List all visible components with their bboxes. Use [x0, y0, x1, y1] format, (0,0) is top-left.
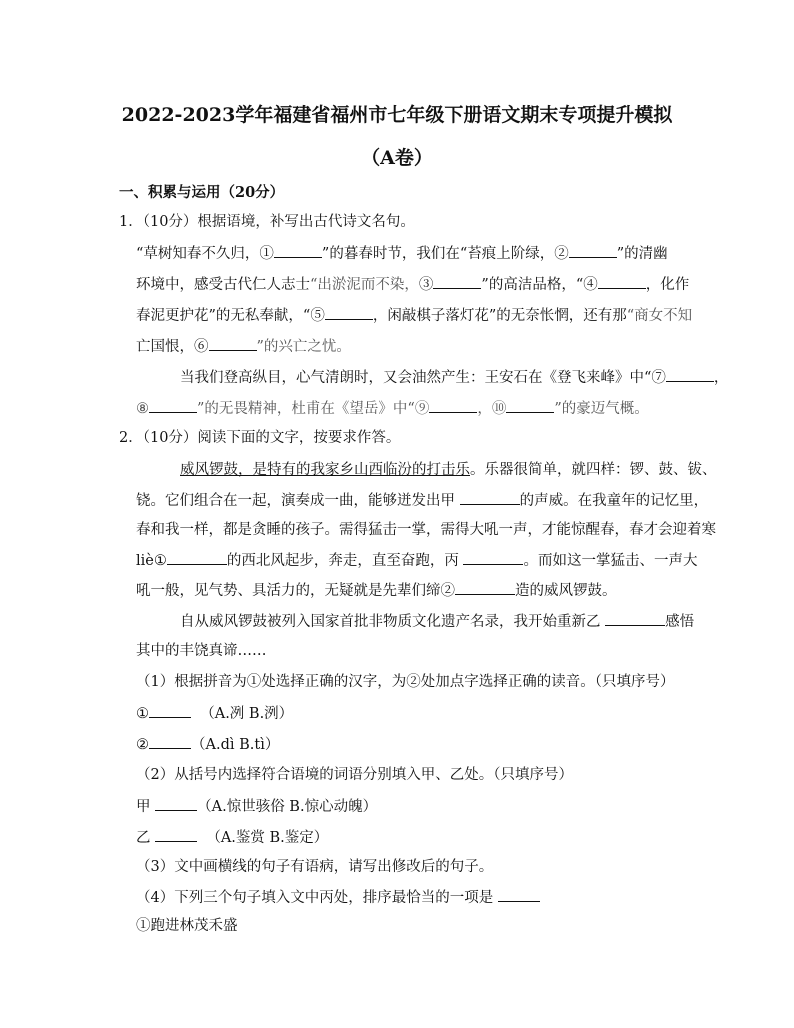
underlined-sentence: 威风锣鼓，是特有的我家乡山西临汾的打击乐 [180, 462, 470, 478]
q1-text: ”的暮春时节，我们在“苔痕上阶绿，② [321, 246, 569, 262]
answer-blank-s2b[interactable] [155, 827, 197, 842]
q2-sub-2-a [136, 796, 377, 817]
q1-text: ”的清幽 [616, 246, 668, 262]
q2-para-line-2 [136, 490, 708, 511]
q2-text: 吼一般，见气势、具活力的，无疑就是先辈们缔② [136, 583, 455, 599]
answer-blank-7[interactable] [666, 367, 714, 382]
q1-stem: 1．（10分）根据语境，补写出古代诗文名句。 [119, 214, 415, 230]
answer-blank-2[interactable] [569, 243, 617, 258]
q2-sub-2: （2）从括号内选择符合语境的词语分别填入甲、乙处。（只填序号） [136, 767, 573, 783]
q2-text: 铙。它们组合在一起，演奏成一曲，能够迸发出甲 [136, 493, 455, 509]
q2-sub-4 [136, 887, 540, 908]
q2-text: 的西北风起步，奔走，直至奋跑，丙 [226, 553, 459, 569]
q2-para-line-5 [136, 580, 617, 601]
answer-options: （A.冽 B.洌） [200, 706, 294, 722]
answer-blank-s1a[interactable] [149, 703, 191, 718]
q2-para-line-7: 其中的丰饶真谛…… [136, 643, 267, 659]
answer-blank-6[interactable] [209, 336, 257, 351]
answer-blank-s1b[interactable] [149, 734, 191, 749]
answer-label: 甲 [136, 799, 151, 815]
answer-blank-8[interactable] [149, 398, 197, 413]
q2-sub-3: （3）文中画横线的句子有语病，请写出修改后的句子。 [136, 859, 494, 875]
q1-text: ，闲敲棋子落灯花”的无奈怅惘，还有那 [372, 308, 627, 324]
q1-text: ”的兴亡之忧。 [256, 339, 351, 355]
document-title: 2022-2023学年福建省福州市七年级下册语文期末专项提升模拟 [121, 104, 673, 126]
q2-sub-1-b [136, 734, 279, 755]
document-subtitle: （A卷） [361, 147, 433, 169]
q1-text: ， [713, 370, 729, 386]
blank-2[interactable] [455, 580, 515, 595]
q2-text: 。而如这一掌猛击、一声大 [523, 553, 698, 569]
q1-text: 当我们登高纵目，心气清朗时，又会油然产生：王安石在《登飞来峰》中“⑦ [180, 370, 666, 386]
q1-text: “草树知春不久归，① [136, 246, 274, 262]
q1-text: ”的豪迈气概。 [554, 401, 649, 417]
q2-text: 自从威风锣鼓被列入国家首批非物质文化遗产名录，我开始重新乙 [180, 614, 601, 630]
q2-text: 造的威风锣鼓。 [515, 583, 617, 599]
q2-text: 。乐器很简单，就四样：锣、鼓、钹、 [470, 462, 717, 478]
blank-1[interactable] [167, 550, 227, 565]
q1-line-3 [136, 305, 692, 326]
answer-blank-10[interactable] [506, 398, 554, 413]
blank-bing[interactable] [463, 550, 523, 565]
blank-yi[interactable] [605, 611, 665, 626]
q1-line-5 [180, 367, 728, 388]
q1-text: 环境中，感受古代仁人志士 [136, 277, 310, 293]
q1-text: ，⑩ [477, 401, 507, 417]
answer-blank-4[interactable] [598, 274, 646, 289]
answer-blank-1[interactable] [274, 243, 322, 258]
q1-text: ”的高洁品格，“④ [481, 277, 598, 293]
q2-para-line-4 [136, 550, 697, 571]
q2-sub-2-b [136, 827, 328, 848]
answer-blank-s2a[interactable] [155, 796, 197, 811]
q1-text: 春泥更护花”的无私奉献，“⑤ [136, 308, 325, 324]
q2-text: 的声威。在我童年的记忆里， [519, 493, 709, 509]
q1-line-4 [136, 336, 351, 357]
q2-sub-1-a [136, 703, 293, 724]
q2-para-line-3: 春和我一样，都是贪睡的孩子。需得猛击一掌，需得大吼一声，才能惊醒春，春才会迎着寒 [136, 522, 716, 538]
q1-text: 亡国恨，⑥ [136, 339, 209, 355]
q1-quote: “出淤泥而不染， [310, 277, 419, 293]
answer-blank-s4[interactable] [498, 887, 540, 902]
answer-blank-5[interactable] [325, 305, 373, 320]
q1-text: ”的无畏精神，杜甫在《望岳》中“⑨ [197, 401, 430, 417]
q2-text: liè① [136, 553, 167, 569]
q1-text: ⑧ [136, 401, 149, 417]
q1-line-2 [136, 274, 689, 295]
section-heading: 一、积累与运用（20分） [119, 184, 285, 201]
answer-options: （A.惊世骇俗 B.惊心动魄） [197, 799, 378, 815]
q2-para-line-6 [180, 611, 694, 632]
answer-label: ① [136, 706, 149, 722]
answer-blank-9[interactable] [429, 398, 477, 413]
q2-para-line-1 [180, 460, 717, 480]
answer-options: （A.鉴赏 B.鉴定） [206, 830, 329, 846]
answer-label: 乙 [136, 830, 151, 846]
answer-options: （A.dì B.tì） [191, 737, 280, 753]
q1-text: ③ [418, 277, 434, 293]
q2-sub-1: （1）根据拼音为①处选择正确的汉字，为②处加点字选择正确的读音。（只填序号） [136, 674, 675, 690]
q1-quote: “商女不知 [626, 308, 693, 324]
q1-line-1 [136, 243, 668, 264]
q2-text: 感悟 [665, 614, 695, 630]
q2-stem: 2．（10分）阅读下面的文字，按要求作答。 [119, 430, 401, 446]
q2-option-1: ①跑进林茂禾盛 [136, 918, 238, 934]
answer-blank-3[interactable] [433, 274, 481, 289]
q1-text: ，化作 [645, 277, 690, 293]
q2-text: （4）下列三个句子填入文中丙处，排序最恰当的一项是 [136, 890, 494, 906]
answer-label: ② [136, 737, 149, 753]
blank-jia[interactable] [460, 490, 520, 505]
q1-line-6 [136, 398, 649, 419]
